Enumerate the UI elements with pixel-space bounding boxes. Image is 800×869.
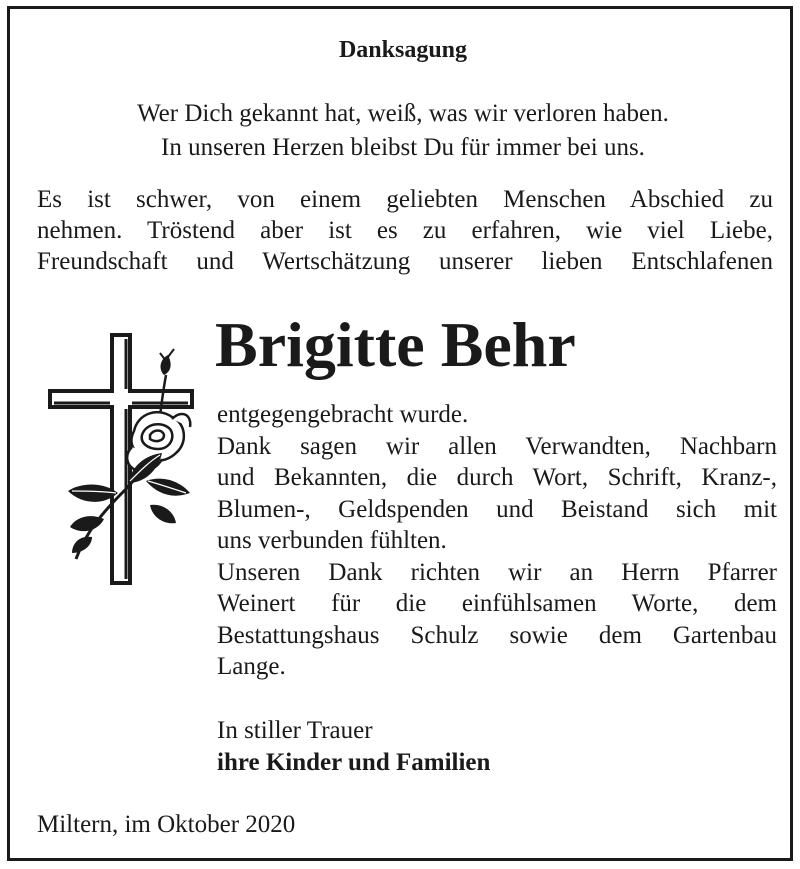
body-line: uns verbunden fühlten.: [217, 527, 447, 554]
body-line: Blumen-, Geldspenden und Beistand sich mit: [217, 495, 777, 523]
verse: [10, 97, 796, 165]
verse-line: In unseren Herzen bleibst Du für immer bei uns.: [161, 134, 645, 161]
body-line: Bestattungshaus Schulz sowie dem Gartenbau: [217, 621, 777, 649]
family-signature: ihre Kinder und Familien: [217, 749, 491, 776]
intro-line: Freundschaft und Wertschätzung unserer lieben Entschlafenen: [37, 248, 773, 275]
body-line: Unseren Dank richten wir an Herrn Pfarrer: [217, 558, 777, 586]
body-paragraph: [217, 399, 777, 683]
closing-phrase: In stiller Trauer: [217, 717, 373, 744]
body-line: entgegengebracht wurde.: [217, 401, 469, 428]
deceased-name: Brigitte Behr: [215, 309, 576, 380]
intro-line: nehmen. Tröstend aber ist es zu erfahren, wie viel Liebe,: [37, 217, 773, 244]
intro-paragraph: [37, 184, 773, 277]
body-line: Lange.: [217, 653, 286, 680]
intro-line: Es ist schwer, von einem geliebten Menschen Abschied zu: [37, 186, 773, 213]
cross-with-rose-icon: [46, 331, 198, 587]
notice-frame: [7, 6, 793, 861]
body-line: Dank sagen wir allen Verwandten, Nachbarn: [217, 432, 777, 460]
verse-line: Wer Dich gekannt hat, weiß, was wir verloren haben.: [137, 100, 669, 127]
closing-block: [217, 715, 777, 779]
body-line: Weinert für die einfühlsamen Worte, dem: [217, 590, 777, 617]
body-line: und Bekannten, die durch Wort, Schrift, Kranz-,: [217, 464, 777, 491]
notice-heading: Danksagung: [338, 37, 468, 63]
place-date: Miltern, im Oktober 2020: [37, 811, 296, 838]
